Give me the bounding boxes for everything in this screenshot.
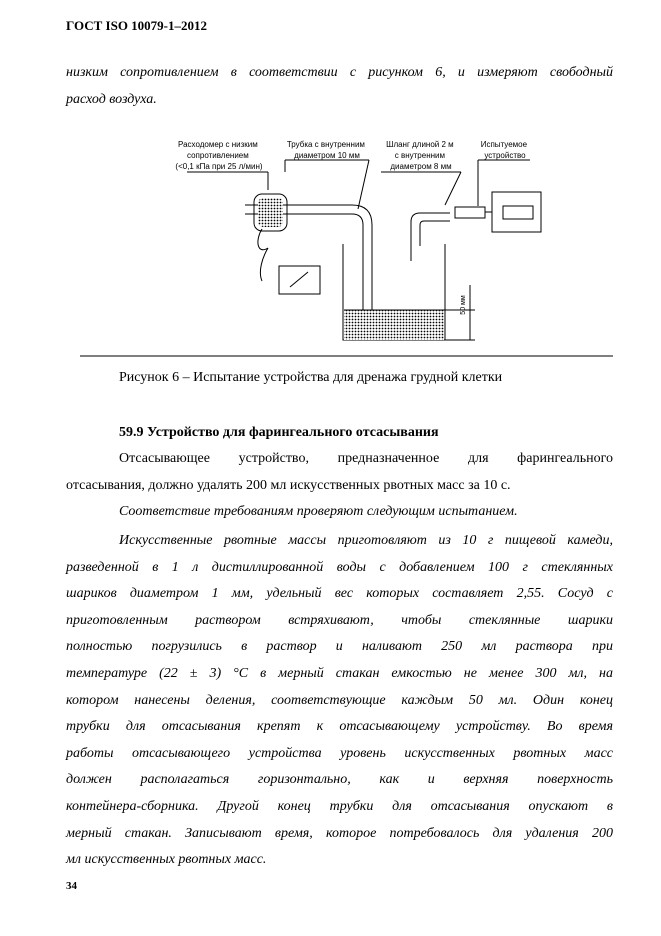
paragraph-3-line: приготовленным раствором встряхивают, чтобы стеклянные шарики	[66, 612, 613, 628]
label-device: Испытуемое устройство	[480, 140, 528, 160]
section-title: 59.9 Устройство для фарингеального отсасывания	[119, 425, 439, 440]
label-flowmeter: Расходомер с низким сопротивлением (<0,1 кПа при 25 л/мин)	[175, 140, 263, 171]
label-tube: Трубка с внутренним диаметром 10 мм	[286, 140, 365, 160]
intro-line-2: расход воздуха.	[66, 91, 157, 107]
paragraph-3-line: температуре (22 ± 3) °С в мерный стакан емкостью не менее 300 мл, на	[66, 665, 613, 681]
intro-line-1: низким сопротивлением в соответствии с рисунком 6, и измеряют свободный	[66, 65, 613, 80]
label-hose: Шланг длиной 2 м с внутренним диаметром 8 мм	[386, 140, 454, 171]
paragraph-3-line: мерный стакан. Записывают время, которое потребовалось для удаления 200	[66, 825, 613, 841]
label-level: 50 мм	[460, 295, 467, 315]
document-header: ГОСТ ISO 10079-1–2012	[66, 18, 208, 33]
paragraph-2: Соответствие требованиям проверяют следующим испытанием.	[119, 504, 518, 519]
paragraph-3	[66, 528, 613, 874]
paragraph-3-line: разведенной в 1 л дистиллированной воды с добавлением 100 г стеклянных	[66, 559, 613, 575]
paragraph-3-line: работы отсасывающего устройства уровень искусственных рвотных масс	[66, 745, 613, 761]
paragraph-3-line: мл искусственных рвотных масс.	[66, 852, 267, 868]
paragraph-1	[66, 446, 613, 499]
paragraph-3-line: шариков диаметром 1 мм, удельный вес которых составляет 2,55. Сосуд с	[66, 586, 613, 602]
figure-caption: Рисунок 6 – Испытание устройства для дренажа грудной клетки	[119, 370, 503, 385]
test-setup-figure	[0, 0, 661, 365]
paragraph-3-line: трубки для отсасывания крепят к отсасывающему устройству. Во время	[66, 719, 613, 735]
paragraph-3-line: Искусственные рвотные массы приготовляют из 10 г пищевой камеди,	[119, 533, 613, 548]
paragraph-3-line: котором нанесены деления, соответствующие каждым 50 мл. Один конец	[66, 692, 613, 708]
paragraph-3-line: контейнера-сборника. Другой конец трубки для отсасывания опускают в	[66, 798, 613, 814]
paragraph-3-line: полностью погрузились в раствор и наливают 250 мл раствора при	[66, 639, 613, 655]
paragraph-3-line: должен располагаться горизонтально, как и верхняя поверхность	[66, 772, 613, 788]
page-number: 34	[66, 880, 77, 892]
paragraph-1-line-1: Отсасывающее устройство, предназначенное для фарингеального	[119, 451, 613, 466]
paragraph-1-line-2: отсасывания, должно удалять 200 мл искусственных рвотных масс за 10 с.	[66, 477, 511, 493]
